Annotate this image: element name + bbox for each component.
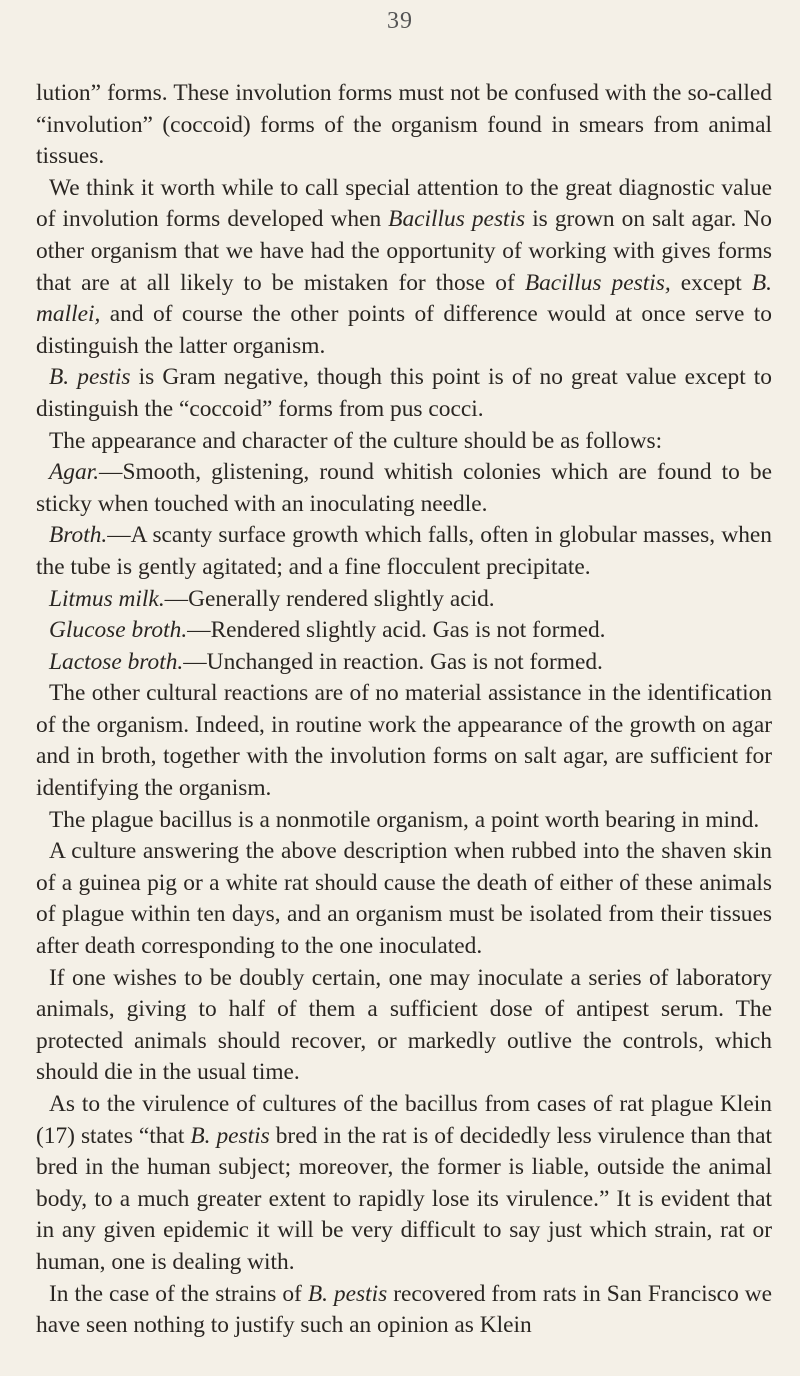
paragraph bbox=[36, 1089, 772, 1279]
text-run: —A scanty surface growth which falls, often in globular masses, when the tube is gently agitated; and a fine flocculent precipitate. bbox=[36, 522, 772, 580]
paragraph bbox=[36, 836, 772, 962]
text-run: The appearance and character of the culture should be as follows: bbox=[49, 427, 663, 454]
italic-text: Litmus milk. bbox=[49, 585, 165, 612]
italic-text: Broth. bbox=[49, 522, 108, 549]
text-run: As to the virulence of cultures of the bacillus from cases of rat plague Klein (17) states “that bbox=[36, 1091, 772, 1149]
italic-text: Lactose broth. bbox=[49, 648, 184, 675]
italic-text: B. pestis bbox=[49, 364, 131, 391]
paragraph bbox=[36, 426, 772, 458]
paragraph bbox=[36, 963, 772, 1089]
text-run: —Smooth, glistening, round whitish colonies which are found to be sticky when touched with an inoculating needle. bbox=[36, 459, 772, 517]
body-text bbox=[36, 78, 772, 1342]
paragraph bbox=[36, 457, 772, 520]
paragraph bbox=[36, 1279, 772, 1342]
paragraph bbox=[36, 615, 772, 647]
text-run: A culture answering the above description when rubbed into the shaven skin of a guinea pig or a white rat should cause the death of either of these animals of plague within ten days, and an organism must be isolated from their tissues after death corresponding to the one inoculated. bbox=[36, 838, 772, 960]
paragraph bbox=[36, 584, 772, 616]
text-run: is Gram negative, though this point is of no great value except to distinguish the “coccoid” forms from pus cocci. bbox=[36, 364, 773, 422]
text-run: bred in the rat is of decidedly less virulence than that bred in the human subject; moreover, the former is liable, outside the animal body, to a much greater extent to rapidly lose its virulence.” It is evident that in any given epidemic it will be very difficult to say just which strain, rat or human, one is dealing with. bbox=[36, 1122, 773, 1275]
text-run: —Rendered slightly acid. Gas is not formed. bbox=[187, 617, 606, 644]
italic-text: B. pestis bbox=[307, 1280, 388, 1307]
paragraph bbox=[36, 678, 772, 804]
text-run: —Generally rendered slightly acid. bbox=[164, 585, 495, 612]
paragraph bbox=[36, 647, 772, 679]
text-run: except bbox=[670, 269, 752, 296]
italic-text: B. pestis bbox=[190, 1122, 270, 1149]
italic-text: B. mallei, bbox=[36, 269, 772, 328]
italic-text: Glucose broth. bbox=[49, 617, 188, 644]
italic-text: Bacillus pestis, bbox=[524, 269, 671, 296]
italic-text: Bacillus pestis bbox=[388, 206, 526, 233]
text-run: If one wishes to be doubly certain, one may inoculate a series of laboratory animals, giving to half of them a sufficient dose of antipest serum. The protected animals should recover, or markedly outlive the controls, which should die in the usual time. bbox=[36, 964, 772, 1086]
paragraph bbox=[36, 805, 772, 837]
text-run: The other cultural reactions are of no material assistance in the identification of the organism. Indeed, in routine work the appearance of the growth on agar and in broth, together with the involution forms on salt agar, are sufficient for identifying the organism. bbox=[36, 680, 772, 802]
paragraph bbox=[36, 520, 772, 583]
paragraph bbox=[36, 362, 772, 425]
text-run: In the case of the strains of bbox=[49, 1280, 308, 1307]
page-number: 39 bbox=[387, 8, 413, 34]
text-run: is grown on salt agar. No other organism that we have had the opportunity of working with gives forms that are at all likely to be mistaken for those of bbox=[36, 206, 772, 296]
paragraph bbox=[36, 78, 772, 173]
italic-text: Agar. bbox=[49, 459, 100, 486]
text-run: We think it worth while to call special attention to the great diagnostic value of involution forms developed when bbox=[36, 174, 772, 233]
text-run: recovered from rats in San Francisco we have seen nothing to justify such an opinion as Klein bbox=[36, 1280, 773, 1339]
text-run: lution” forms. These involution forms must not be confused with the so-called “involution” (coccoid) forms of the organism found in smears from animal tissues. bbox=[36, 80, 772, 170]
text-run: —Unchanged in reaction. Gas is not formed. bbox=[183, 648, 603, 675]
text-run: The plague bacillus is a nonmotile organism, a point worth bearing in mind. bbox=[49, 806, 760, 833]
paragraph bbox=[36, 173, 772, 363]
text-run: and of course the other points of difference would at once serve to distinguish the latter organism. bbox=[36, 301, 772, 359]
